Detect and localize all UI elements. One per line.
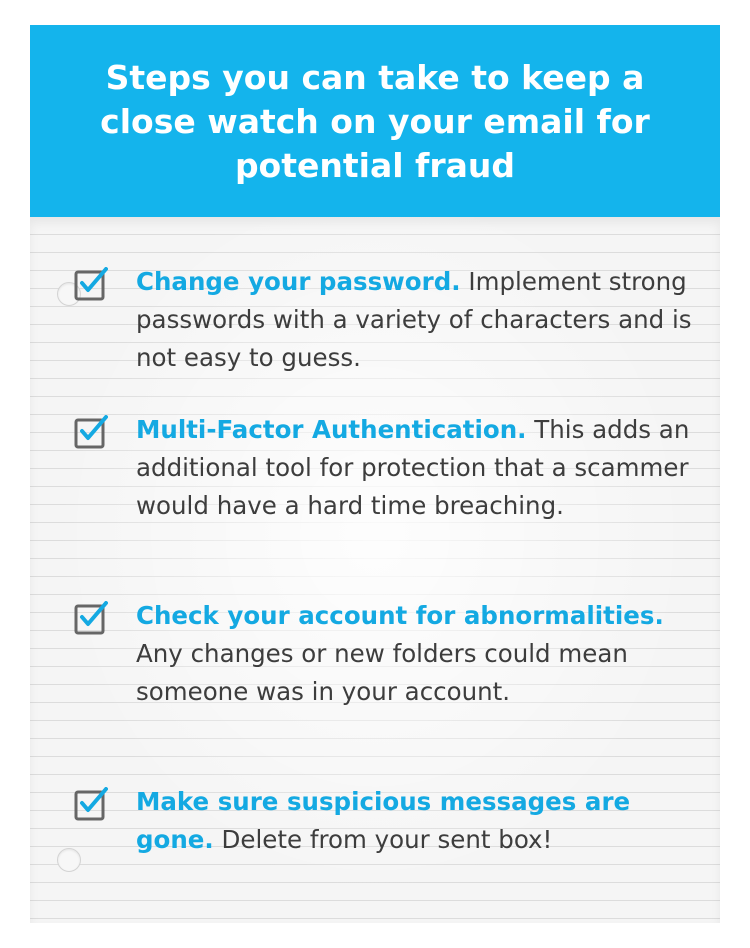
paper-punch-hole xyxy=(57,848,81,872)
checkbox-checked-icon xyxy=(74,787,108,821)
step-description: Implement strong passwords with a variety of characters and is not easy to guess. xyxy=(136,267,692,372)
page-title: Steps you can take to keep a close watch on your email for potential fraud xyxy=(100,58,650,185)
checklist-item-text xyxy=(136,411,696,525)
step-description: Delete from your sent box! xyxy=(221,825,553,854)
checklist-item-text xyxy=(136,263,696,377)
checkbox-checked-icon xyxy=(74,267,108,301)
checklist-item-text xyxy=(136,597,696,711)
infographic-card xyxy=(30,25,720,923)
step-description: This adds an additional tool for protection that a scammer would have a hard time breaching. xyxy=(136,415,690,520)
step-title: Change your password. xyxy=(136,267,461,296)
checklist-item-text xyxy=(136,783,696,859)
header-banner xyxy=(30,25,720,217)
checkbox-checked-icon xyxy=(74,601,108,635)
checkbox-checked-icon xyxy=(74,415,108,449)
step-title: Multi-Factor Authentication. xyxy=(136,415,527,444)
step-title: Make sure suspicious messages are gone. xyxy=(136,787,631,854)
step-description: Any changes or new folders could mean someone was in your account. xyxy=(136,639,628,706)
step-title: Check your account for abnormalities. xyxy=(136,601,664,630)
lined-paper xyxy=(30,217,720,923)
